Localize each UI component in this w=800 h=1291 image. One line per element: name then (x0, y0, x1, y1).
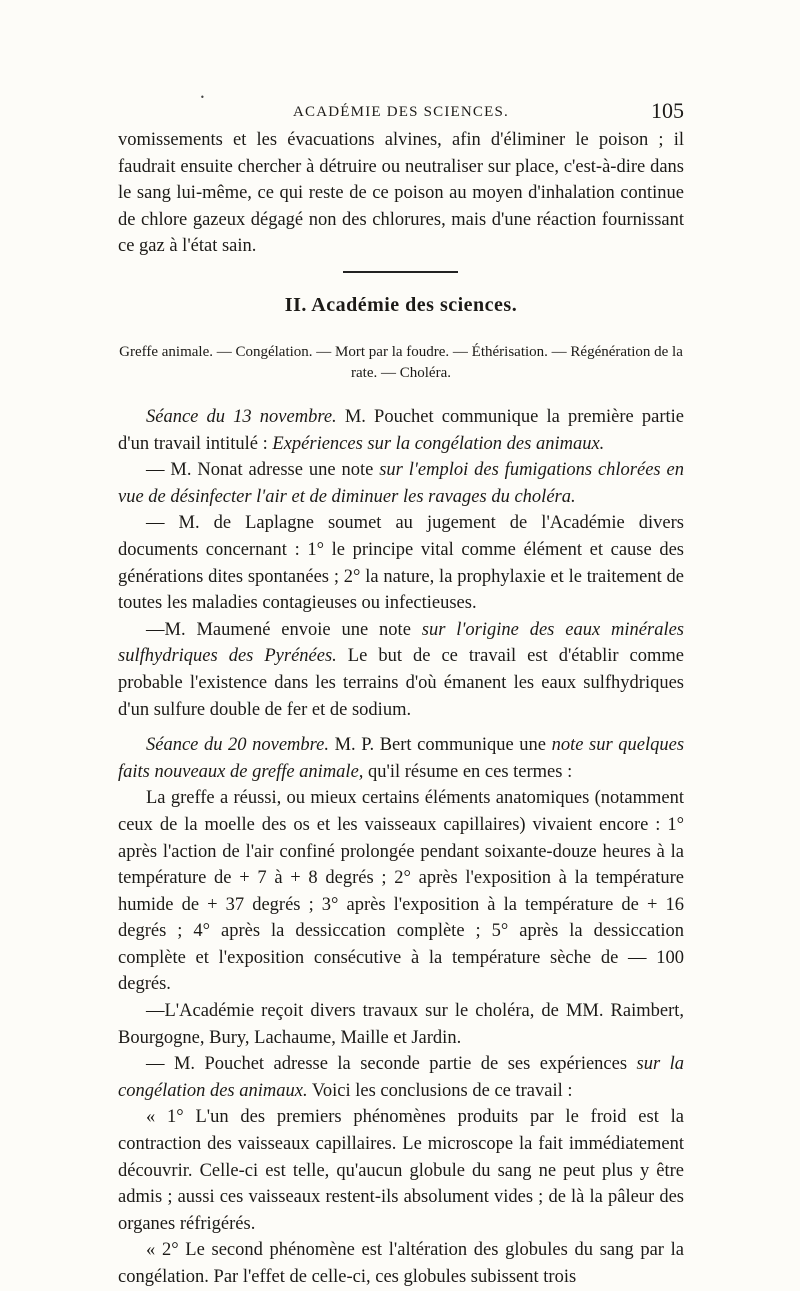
paragraph-pouchet (118, 1051, 684, 1104)
paragraph-text: — M. Nonat adresse une note (146, 460, 380, 481)
paragraph-text: M. P. Bert communique une (329, 735, 552, 756)
section-summary: Greffe animale. — Congélation. — Mort par la foudre. — Éthérisation. — Régénération de la rate. — Choléra. (119, 344, 683, 381)
running-title: ACADÉMIE DES SCIENCES. (293, 104, 509, 120)
work-title: note sur quelques faits nouveaux de greffe animale, (118, 735, 685, 782)
paragraph-text: Voici les conclusions de ce travail : (307, 1080, 573, 1101)
paragraph-conclusion-1: « 1° L'un des premiers phénomènes produits par le froid est la contraction des vaisseaux capillaires. Le microscope la fait immédiatement découvrir. Celle-ci est telle, qu'aucun globule du sang ne peut plus y être admis ; aussi ces vaisseaux restent-ils absolument vides ; de là la pâleur des organes réfrigérés. (118, 1107, 684, 1234)
work-title: Expériences sur la congélation des animaux. (272, 433, 605, 454)
paragraph-greffe: La greffe a réussi, ou mieux certains éléments anatomiques (notamment ceux de la moelle des os et les vaisseaux capillaires) vivaient encore : 1° après l'action de l'air confiné prolongée pendant soixante-douze heures à la température de + 7 à + 8 degrés ; 2° après l'exposition à la température humide de + 37 degrés ; 3° après l'exposition à la température de + 16 degrés ; 4° après la dessiccation complète ; 5° après la dessiccation complète et l'exposition consécutive à la température sèche de — 100 degrés. (118, 788, 684, 995)
paragraph-nonat (118, 457, 684, 510)
section-heading: II. Académie des sciences. (284, 294, 518, 316)
print-mark: • (200, 93, 205, 102)
section-divider (343, 271, 458, 273)
session-date: Séance du 13 novembre. (146, 407, 337, 427)
work-title: sur la congélation des animaux. (118, 1054, 685, 1101)
paragraph-maumene (118, 617, 684, 723)
paragraph-text: — M. Pouchet adresse la seconde partie de ses expériences (146, 1054, 637, 1075)
paragraph-text: M. Pouchet communique la première partie d'un travail intitulé : (118, 407, 684, 454)
opening-paragraph: vomissements et les évacuations alvines, afin d'éliminer le poison ; il faudrait ensuite chercher à détruire ou neutraliser sur place, c'est-à-dire dans le sang lui-même, ce qui reste de ce poison au moyen d'inhalation continue de chlore gazeux dégagé non des chlorures, mais d'une réaction fournissant ce gaz à l'état sain. (118, 130, 684, 257)
running-head (118, 98, 684, 128)
paragraph-laplagne: — M. de Laplagne soumet au jugement de l'Académie divers documents concernant : 1° le principe vital comme élément et cause des générations dites spontanées ; 2° la nature, la prophylaxie et le traitement de toutes les maladies contagieuses ou infectieuses. (118, 513, 684, 614)
paragraph-conclusion-2: « 2° Le second phénomène est l'altération des globules du sang par la congélation. Par l'effet de celle-ci, ces globules subissent trois (118, 1240, 684, 1287)
work-title: sur l'emploi des fumigations chlorées en vue de désinfecter l'air et de diminuer les ravages du choléra. (118, 460, 684, 507)
opening-text (118, 127, 684, 260)
paragraph-text: qu'il résume en ces termes : (363, 761, 573, 782)
paragraph-seance-13 (118, 404, 684, 457)
paragraph-text: —M. Maumené envoie une note (146, 619, 422, 640)
paragraph-text: Le but de ce travail est d'établir comme probable l'existence dans les terrains d'où émanent les eaux sulfhydriques d'un sulfure double de fer et de sodium. (118, 646, 684, 720)
paragraph-cholera: —L'Académie reçoit divers travaux sur le choléra, de MM. Raimbert, Bourgogne, Bury, Lachaume, Maille et Jardin. (118, 1001, 684, 1048)
main-text (118, 404, 684, 1291)
work-title: sur l'origine des eaux minérales sulfhydriques des Pyrénées. (118, 619, 684, 667)
page-number: 105 (651, 98, 684, 123)
paragraph-seance-20 (118, 732, 684, 785)
session-date: Séance du 20 novembre. (146, 735, 330, 756)
